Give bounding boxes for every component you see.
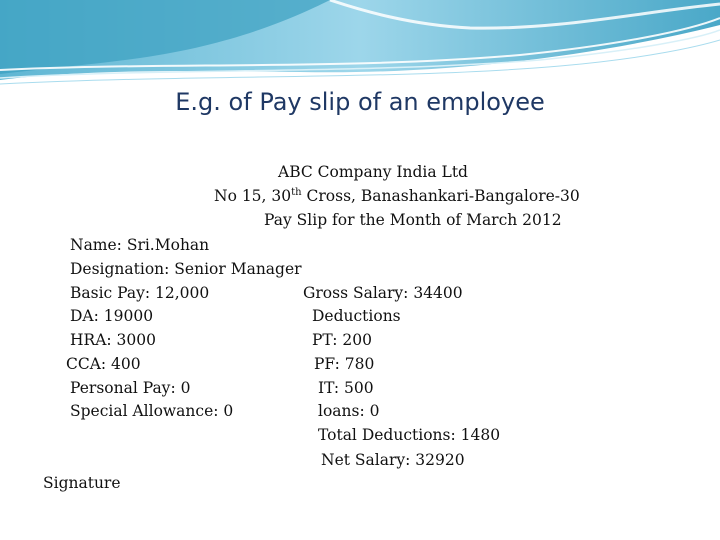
header-banner-decoration: [0, 0, 720, 95]
earning-da: DA: 19000: [70, 307, 154, 325]
earning-hra: HRA: 3000: [70, 331, 156, 349]
company-address: No 15, 30th Cross, Banashankari-Bangalore-30: [214, 186, 580, 205]
earning-basic-pay: Basic Pay: 12,000: [70, 284, 210, 302]
net-salary: Net Salary: 32920: [321, 451, 465, 469]
employee-designation: Designation: Senior Manager: [70, 260, 302, 278]
company-name: ABC Company India Ltd: [278, 163, 468, 181]
deduction-pf: PF: 780: [314, 355, 375, 373]
gross-salary: Gross Salary: 34400: [303, 284, 463, 302]
pay-period: Pay Slip for the Month of March 2012: [264, 211, 562, 229]
deduction-loans: loans: 0: [318, 402, 380, 420]
earning-personal-pay: Personal Pay: 0: [70, 379, 191, 397]
deduction-it: IT: 500: [318, 379, 374, 397]
employee-name: Name: Sri.Mohan: [70, 236, 210, 254]
deductions-heading: Deductions: [312, 307, 401, 325]
page-title: E.g. of Pay slip of an employee: [175, 88, 545, 116]
total-deductions: Total Deductions: 1480: [318, 426, 501, 444]
signature-label: Signature: [43, 474, 121, 492]
earning-cca: CCA: 400: [66, 355, 141, 373]
earning-special-allowance: Special Allowance: 0: [70, 402, 234, 420]
deduction-pt: PT: 200: [312, 331, 372, 349]
